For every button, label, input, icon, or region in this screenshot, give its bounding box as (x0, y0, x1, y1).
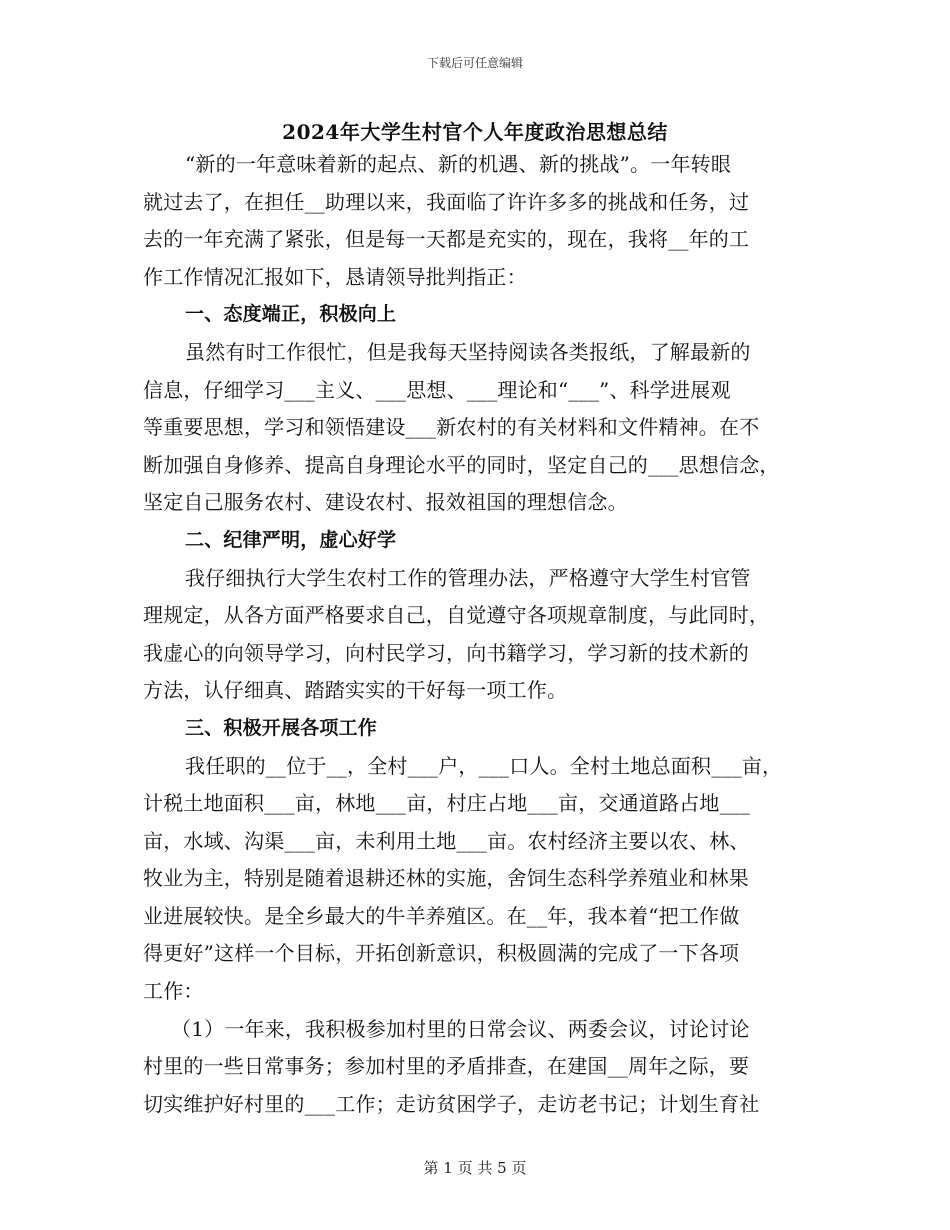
paragraph-line: 作工作情况汇报如下，恳请领导批判指正： (143, 264, 527, 289)
section-heading-2: 二、纪律严明，虚心好学 (185, 528, 397, 551)
paragraph-line: 断加强自身修养、提高自身理论水平的同时，坚定自己的___思想信念， (143, 452, 780, 477)
paragraph-line: 等重要思想，学习和领悟建设___新农村的有关材料和文件精神。在不 (143, 415, 760, 440)
paragraph-line: 就过去了，在担任__助理以来，我面临了许许多多的挑战和任务，过 (143, 189, 750, 214)
paragraph-line: 我虚心的向领导学习，向村民学习，向书籍学习，学习新的技术新的 (143, 640, 749, 665)
paragraph-line: 信息，仔细学习___主义、___思想、___理论和“___”、科学进展观 (143, 377, 731, 402)
paragraph-line: 业进展较快。是全乡最大的牛羊养殖区。在__年，我本着“把工作做 (143, 903, 740, 928)
document-body (143, 146, 825, 1123)
paragraph-line: 方法，认仔细真、踏踏实实的干好每一项工作。 (143, 678, 568, 703)
paragraph-line: 我仔细执行大学生农村工作的管理办法，严格遵守大学生村官管 (185, 565, 751, 590)
document-title: 2024年大学生村官个人年度政治思想总结 (282, 120, 668, 144)
list-item-line: （1）一年来，我积极参加村里的日常会议、两委会议，讨论讨论 (171, 1016, 750, 1041)
paragraph-line: 计税土地面积___亩，林地___亩，村庄占地___亩，交通道路占地___ (143, 791, 751, 816)
paragraph-line: 切实维护好村里的___工作；走访贫困学子，走访老书记；计划生育社 (143, 1091, 760, 1116)
paragraph-line: 去的一年充满了紧张，但是每一天都是充实的，现在，我将__年的工 (143, 227, 750, 252)
section-heading-1: 一、态度端正，积极向上 (185, 303, 397, 326)
paragraph-line: 理规定，从各方面严格要求自己，自觉遵守各项规章制度，与此同时， (143, 603, 770, 628)
paragraph-line: 虽然有时工作很忙，但是我每天坚持阅读各类报纸，了解最新的 (185, 339, 751, 364)
header-note: 下载后可任意编辑 (426, 56, 523, 70)
paragraph-line: 亩，水域、沟渠___亩，未利用土地___亩。农村经济主要以农、林、 (143, 828, 750, 853)
page-footer: 第 1 页 共 5 页 (423, 1159, 527, 1177)
paragraph-line: “新的一年意味着新的起点、新的机遇、新的挑战”。一年转眼 (185, 152, 732, 176)
paragraph-line: 坚定自己服务农村、建设农村、报效祖国的理想信念。 (143, 490, 628, 515)
paragraph-line: 牧业为主，特别是随着退耕还林的实施，舍饲生态科学养殖业和林果 (143, 866, 749, 891)
paragraph-line: 村里的一些日常事务；参加村里的矛盾排查，在建国__周年之际，要 (143, 1054, 750, 1079)
paragraph-line: 工作： (143, 979, 204, 1004)
section-heading-3: 三、积极开展各项工作 (185, 716, 378, 739)
paragraph-line: 得更好”这样一个目标，开拓创新意识，积极圆满的完成了一下各项 (143, 941, 740, 966)
paragraph-line: 我任职的__位于__，全村___户，___口人。全村土地总面积___亩， (185, 753, 783, 778)
